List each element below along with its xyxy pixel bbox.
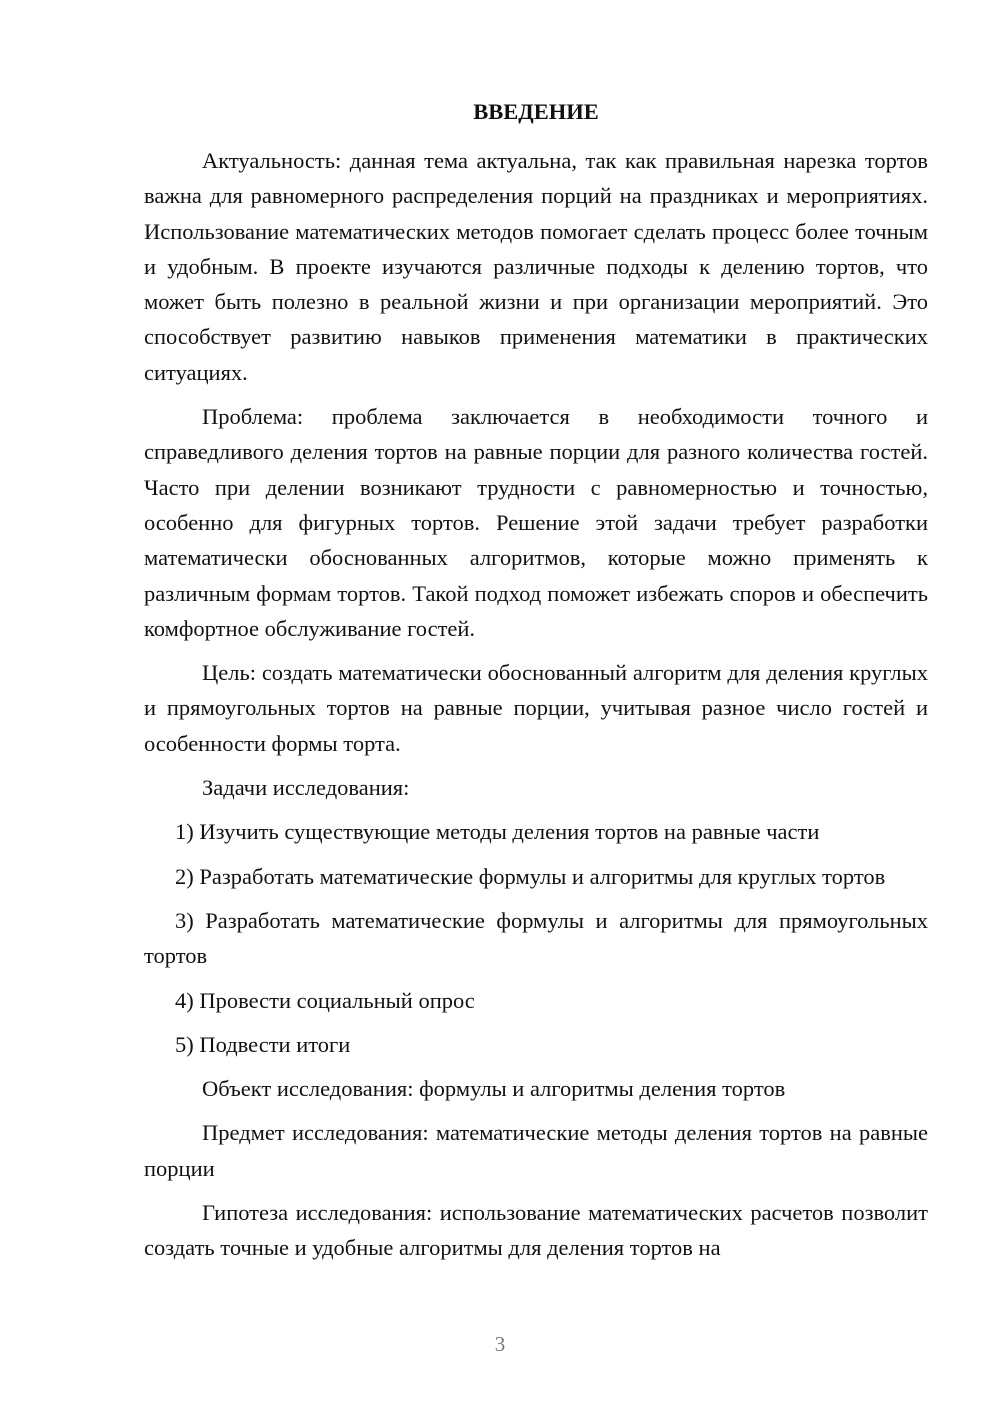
- task-item-3: 3) Разработать математические формулы и алгоритмы для прямоугольных тортов: [144, 907, 928, 969]
- tasks-heading: Задачи исследования:: [202, 775, 410, 801]
- hypothesis-paragraph: Гипотеза исследования: использование математических расчетов позволит создать точные и удобные алгоритмы для деления тортов на: [144, 1200, 928, 1261]
- task-item-5: 5) Подвести итоги: [175, 1031, 351, 1057]
- goal-paragraph: Цель: создать математически обоснованный алгоритм для деления круглых и прямоугольных тортов на равные порции, учитывая разное число гостей и особенности формы торта.: [144, 660, 928, 756]
- object-paragraph: Объект исследования: формулы и алгоритмы деления тортов: [202, 1076, 786, 1102]
- task-item-2: 2) Разработать математические формулы и алгоритмы для круглых тортов: [175, 863, 886, 889]
- page-number: 3: [494, 1332, 506, 1356]
- relevance-paragraph: Актуальность: данная тема актуальна, так как правильная нарезка тортов важна для равномерного распределения порций на праздниках и мероприятиях. Использование математических методов помогает сделать процесс более точным и удобным. В проекте изучаются различные подходы к делению тортов, что может быть полезно в реальной жизни и при организации мероприятий. Это способствует развитию навыков применения математики в практических ситуациях.: [144, 148, 928, 385]
- task-item-1: 1) Изучить существующие методы деления тортов на равные части: [175, 819, 820, 845]
- page-title: ВВЕДЕНИЕ: [473, 99, 599, 124]
- page-content: [144, 94, 928, 1266]
- subject-paragraph: Предмет исследования: математические методы деления тортов на равные порции: [144, 1120, 928, 1181]
- problem-paragraph: Проблема: проблема заключается в необходимости точного и справедливого деления тортов на равные порции для разного количества гостей. Часто при делении возникают трудности с равномерностью и точностью, особенно для фигурных тортов. Решение этой задачи требует разработки математически обоснованных алгоритмов, которые можно применять к различным формам тортов. Такой подход поможет избежать споров и обеспечить комфортное обслуживание гостей.: [144, 404, 928, 641]
- task-item-4: 4) Провести социальный опрос: [175, 987, 475, 1013]
